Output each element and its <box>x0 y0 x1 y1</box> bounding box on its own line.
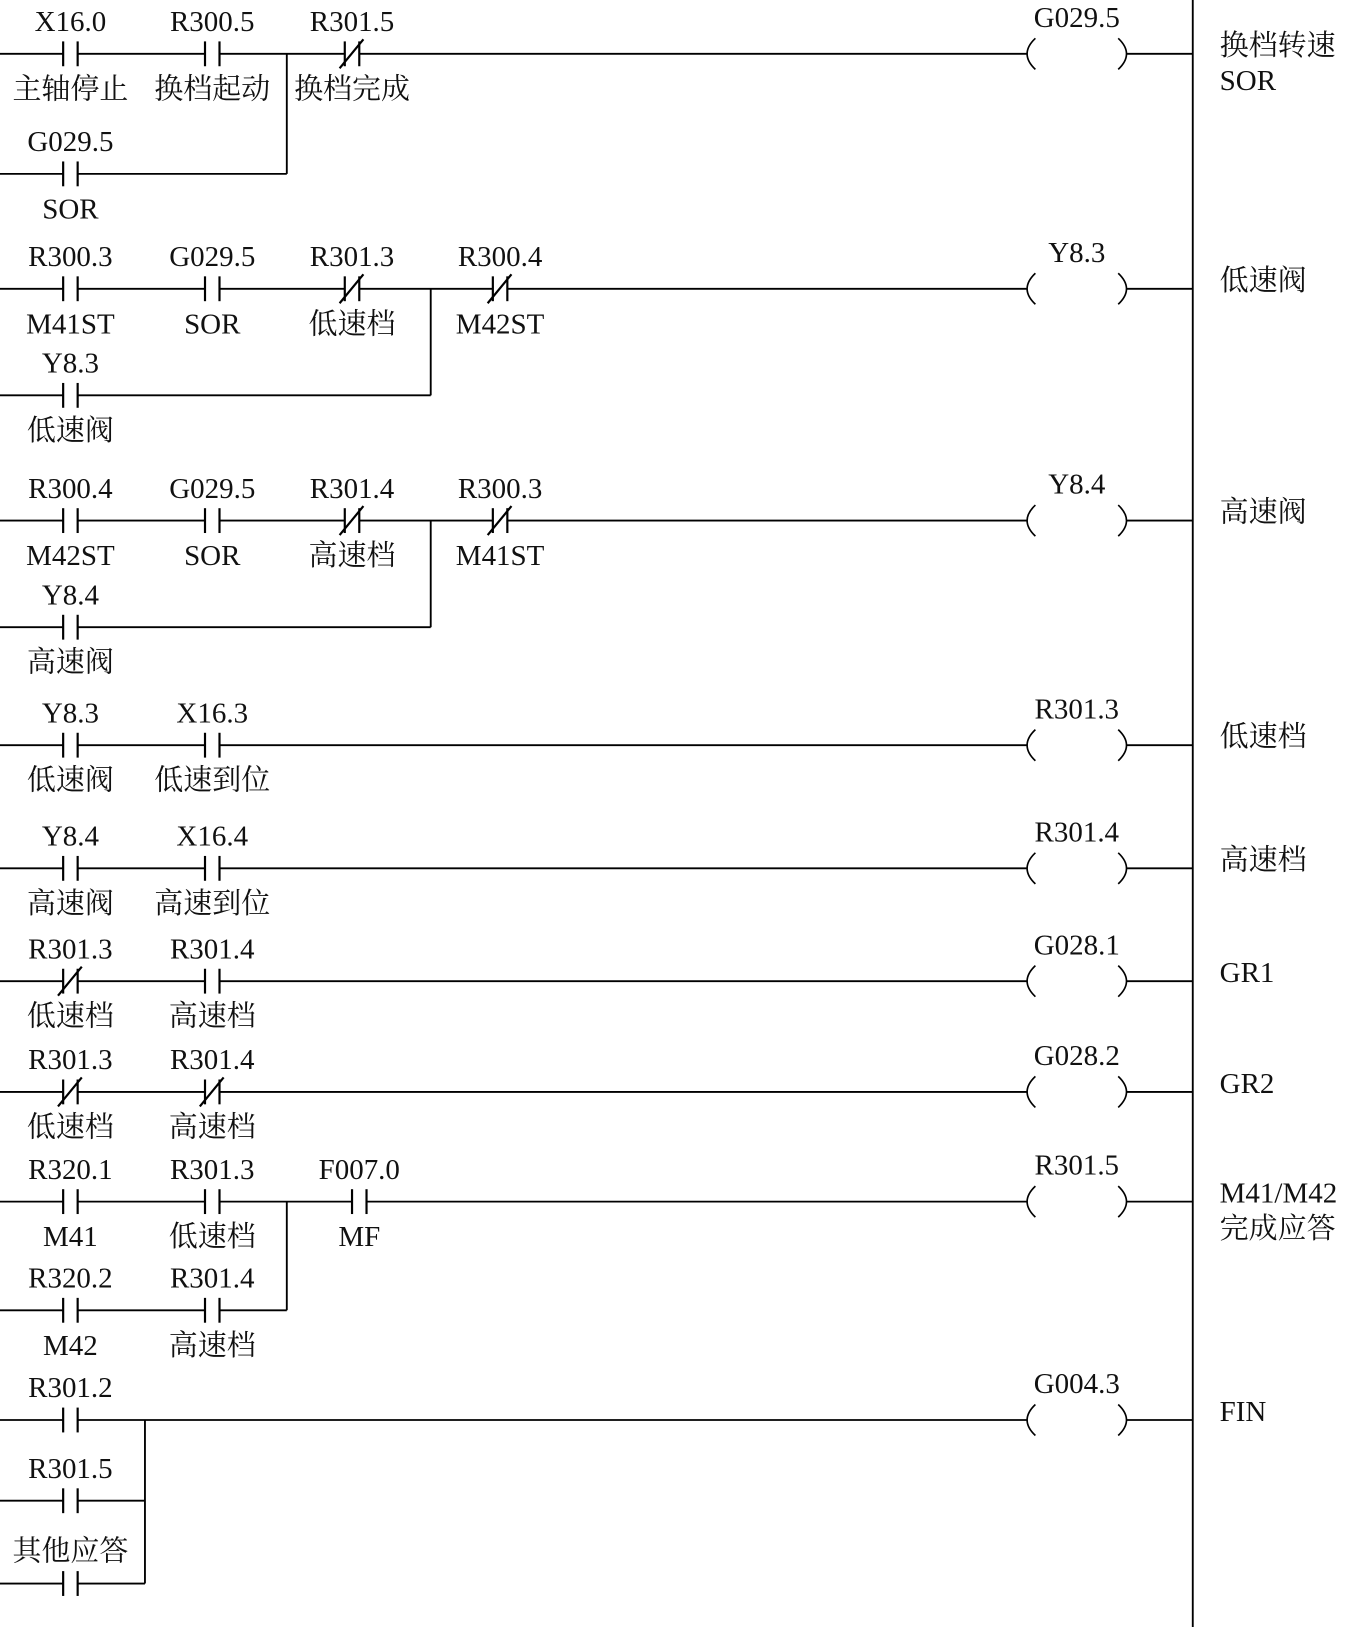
contact-description-label: 换档起动 <box>154 73 271 106</box>
contact-description-label: 低速档 <box>168 1221 256 1254</box>
coil-left-paren <box>1027 853 1035 884</box>
parallel-branch <box>0 126 287 225</box>
contact-address-label: R300.4 <box>28 472 113 505</box>
normally-open-contact-icon <box>205 733 219 758</box>
rung-9 <box>0 1368 1266 1596</box>
normally-open-contact-icon <box>205 1298 219 1323</box>
output-coil-icon <box>1027 505 1126 536</box>
contact-address-label: R300.3 <box>28 240 113 273</box>
normally-open-contact-icon <box>63 383 77 408</box>
output-coil-icon <box>1027 38 1126 69</box>
contact-description-label: SOR <box>184 540 241 573</box>
normally-open-contact-icon <box>63 856 77 881</box>
contact-address-label: R320.2 <box>28 1262 113 1295</box>
output-description-label: FIN <box>1219 1396 1267 1429</box>
normally-open-contact-icon <box>63 161 77 186</box>
rung-6 <box>0 929 1274 1032</box>
contact-address-label: R301.3 <box>309 240 395 273</box>
coil-address-label: G028.2 <box>1033 1040 1120 1073</box>
coil-left-paren <box>1027 505 1035 536</box>
output-description-label: SOR <box>1219 65 1277 98</box>
coil-right-paren <box>1118 38 1126 69</box>
normally-open-contact-icon <box>63 276 77 301</box>
parallel-branch <box>0 348 431 447</box>
coil-left-paren <box>1027 966 1035 997</box>
contact-description-label: 主轴停止 <box>12 73 129 106</box>
contact-description-label: SOR <box>42 193 99 226</box>
contact-address-label: R300.5 <box>169 6 255 39</box>
coil-left-paren <box>1027 1076 1035 1107</box>
coil-right-paren <box>1118 730 1126 761</box>
normally-open-contact-icon <box>63 1298 77 1323</box>
output-description-label: 高速档 <box>1219 844 1307 877</box>
output-description-label: 换档转速 <box>1219 29 1336 62</box>
contact-description-label: SOR <box>184 308 241 341</box>
contact-address-label: R301.4 <box>169 1044 255 1077</box>
contact-description-label: 低速档 <box>26 1000 114 1033</box>
contact-description-label: 高速阀 <box>26 646 114 679</box>
output-coil-icon <box>1027 273 1126 304</box>
rung-5 <box>0 816 1307 919</box>
contact-address-label: R301.3 <box>28 933 113 966</box>
contact-address-label: R320.1 <box>28 1153 113 1186</box>
contact-description-label: 高速档 <box>168 1111 256 1144</box>
normally-open-contact-icon <box>205 41 219 66</box>
contact-address-label: R301.3 <box>169 1153 255 1186</box>
normally-open-contact-icon <box>205 969 219 994</box>
normally-open-contact-icon <box>63 733 77 758</box>
coil-address-label: R301.4 <box>1034 816 1120 849</box>
contact-address-label: X16.4 <box>176 820 249 853</box>
parallel-branch <box>0 1263 287 1362</box>
contact-description-label: 高速档 <box>168 1000 256 1033</box>
coil-right-paren <box>1118 505 1126 536</box>
contact-address-label: G029.5 <box>169 240 256 273</box>
output-description-label: GR2 <box>1219 1067 1275 1100</box>
contact-description-label: 高速阀 <box>26 887 114 920</box>
contact-description-label: 高速到位 <box>154 887 271 920</box>
normally-open-contact-icon <box>205 508 219 533</box>
contact-description-label: 低速到位 <box>154 764 271 797</box>
rung-4 <box>0 693 1307 796</box>
output-coil-icon <box>1027 1076 1126 1107</box>
contact-address-label: X16.0 <box>34 6 107 39</box>
coil-address-label: Y8.4 <box>1048 468 1106 501</box>
output-coil-icon <box>1027 853 1126 884</box>
output-coil-icon <box>1027 730 1126 761</box>
normally-open-contact-icon <box>63 41 77 66</box>
normally-open-contact-icon <box>63 1571 77 1596</box>
output-description-label: 低速档 <box>1219 721 1307 754</box>
rung-8 <box>0 1150 1337 1362</box>
contact-address-label: R301.4 <box>169 933 255 966</box>
coil-address-label: G004.3 <box>1033 1368 1120 1401</box>
coil-address-label: R301.3 <box>1034 693 1120 726</box>
contact-address-label: G029.5 <box>169 472 256 505</box>
contact-address-label: R301.5 <box>28 1452 113 1485</box>
rung-2 <box>0 237 1307 447</box>
coil-left-paren <box>1027 1186 1035 1217</box>
output-coil-icon <box>1027 1404 1126 1435</box>
coil-address-label: R301.5 <box>1034 1149 1120 1182</box>
contact-address-label: R300.3 <box>457 472 543 505</box>
contact-address-label: X16.3 <box>176 697 249 730</box>
normally-open-contact-icon <box>63 1488 77 1513</box>
coil-address-label: G028.1 <box>1033 929 1120 962</box>
contact-description-label: 低速阀 <box>26 414 114 447</box>
normally-open-contact-icon <box>63 508 77 533</box>
parallel-branch <box>0 1536 145 1596</box>
output-description-label: GR1 <box>1219 957 1275 990</box>
contact-description-label: M42ST <box>455 308 545 341</box>
normally-open-contact-icon <box>63 1408 77 1433</box>
normally-open-contact-icon <box>205 276 219 301</box>
contact-address-label: G029.5 <box>27 126 114 159</box>
coil-left-paren <box>1027 38 1035 69</box>
output-description-label: 完成应答 <box>1219 1212 1336 1245</box>
coil-address-label: Y8.3 <box>1048 236 1106 269</box>
coil-left-paren <box>1027 730 1035 761</box>
contact-description-label: 低速档 <box>26 1111 114 1144</box>
contact-address-label: Y8.3 <box>41 697 99 730</box>
coil-right-paren <box>1118 966 1126 997</box>
output-coil-icon <box>1027 1186 1126 1217</box>
coil-address-label: G029.5 <box>1033 1 1120 34</box>
output-description-label: 高速阀 <box>1219 496 1307 529</box>
coil-right-paren <box>1118 1186 1126 1217</box>
coil-right-paren <box>1118 1404 1126 1435</box>
contact-description-label: 高速档 <box>168 1329 256 1362</box>
contact-address-label: R301.3 <box>28 1044 113 1077</box>
contact-description-label: 低速档 <box>308 308 396 341</box>
contact-description-label: 低速阀 <box>26 764 114 797</box>
contact-description-label: M42ST <box>26 540 115 573</box>
contact-address-label: R301.2 <box>28 1372 113 1405</box>
contact-address-label: R301.4 <box>169 1262 255 1295</box>
contact-address-label: R301.4 <box>309 472 395 505</box>
contact-description-label: M41ST <box>455 540 545 573</box>
normally-open-contact-icon <box>63 615 77 640</box>
rung-1 <box>0 2 1336 225</box>
coil-left-paren <box>1027 1404 1035 1435</box>
normally-open-contact-icon <box>205 856 219 881</box>
output-description-label: 低速阀 <box>1219 264 1307 297</box>
contact-description-label: MF <box>338 1221 381 1254</box>
coil-right-paren <box>1118 1076 1126 1107</box>
coil-right-paren <box>1118 273 1126 304</box>
contact-description-label: M42 <box>43 1329 98 1362</box>
normally-open-contact-icon <box>352 1189 366 1214</box>
output-coil-icon <box>1027 966 1126 997</box>
parallel-branch <box>0 579 431 678</box>
contact-address-label: Y8.4 <box>41 579 99 612</box>
output-description-label: M41/M42 <box>1219 1177 1338 1210</box>
contact-address-label: R301.5 <box>309 6 395 39</box>
contact-address-label: R300.4 <box>457 240 543 273</box>
coil-left-paren <box>1027 273 1035 304</box>
contact-description-label: M41 <box>43 1221 98 1254</box>
contact-description-label: 换档完成 <box>294 73 410 106</box>
contact-address-label: 其他应答 <box>12 1535 129 1568</box>
rung-7 <box>0 1040 1274 1143</box>
contact-description-label: M41ST <box>26 308 115 341</box>
contact-address-label: Y8.4 <box>41 820 99 853</box>
rung-3 <box>0 469 1307 679</box>
coil-right-paren <box>1118 853 1126 884</box>
contact-description-label: 高速档 <box>308 540 396 573</box>
normally-open-contact-icon <box>205 1189 219 1214</box>
contact-address-label: F007.0 <box>318 1153 400 1186</box>
contact-address-label: Y8.3 <box>41 347 99 380</box>
normally-open-contact-icon <box>63 1189 77 1214</box>
parallel-branch <box>0 1453 145 1513</box>
